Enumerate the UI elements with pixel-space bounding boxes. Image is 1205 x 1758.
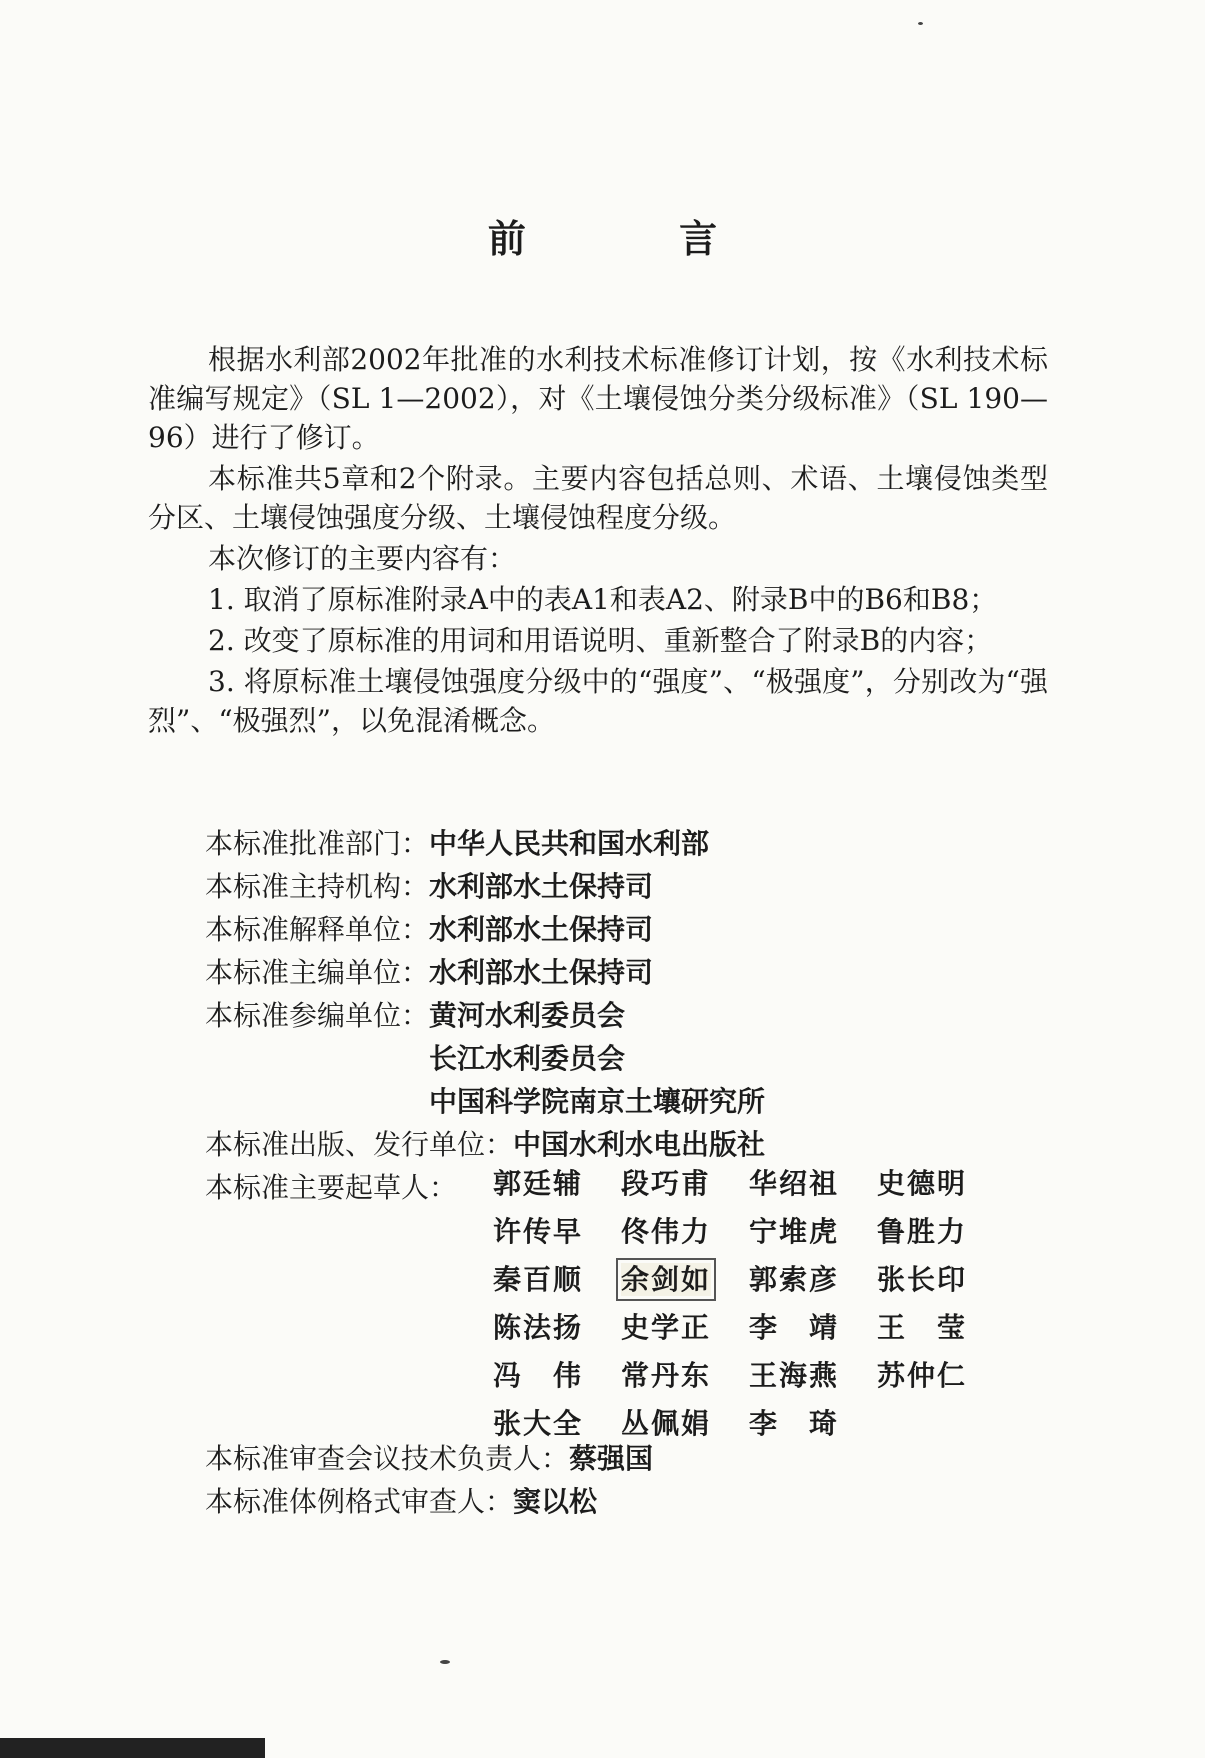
credit-label: 本标准主要起草人： bbox=[205, 1170, 458, 1204]
drafter-name: 王 莹 bbox=[877, 1311, 968, 1344]
drafter-name: 李 琦 bbox=[749, 1407, 840, 1440]
drafter-name: 史德明 bbox=[877, 1167, 968, 1200]
drafters-row bbox=[493, 1350, 1005, 1398]
preface-body bbox=[148, 340, 1048, 740]
credit-value: 水利部水土保持司 bbox=[429, 955, 654, 989]
credit-label: 本标准主编单位： bbox=[205, 955, 430, 989]
drafter-name: 王海燕 bbox=[749, 1359, 840, 1392]
highlight-box: 余剑如 bbox=[621, 1263, 712, 1296]
drafter-name: 史学正 bbox=[621, 1311, 712, 1344]
paragraph: 3. 将原标准土壤侵蚀强度分级中的“强度”、“极强度”，分别改为“强烈”、“极强烈”，以免混淆概念。 bbox=[148, 665, 1048, 737]
credit-row-host bbox=[205, 863, 1085, 906]
drafter-name: 苏仲仁 bbox=[877, 1359, 968, 1392]
drafter-name: 丛佩娟 bbox=[621, 1407, 712, 1440]
drafter-name: 许传早 bbox=[493, 1215, 584, 1248]
paragraph: 根据水利部2002年批准的水利技术标准修订计划，按《水利技术标准编写规定》（SL 1—2002），对《土壤侵蚀分类分级标准》（SL 190—96）进行了修订。 bbox=[148, 343, 1048, 454]
drafters-row bbox=[493, 1206, 1005, 1254]
credit-row-review-tech bbox=[205, 1435, 1085, 1478]
paragraph: 本标准共5章和2个附录。主要内容包括总则、术语、土壤侵蚀类型分区、土壤侵蚀强度分级、土壤侵蚀程度分级。 bbox=[148, 462, 1048, 534]
credit-value: 长江水利委员会 bbox=[429, 1041, 626, 1075]
credit-label: 本标准体例格式审查人： bbox=[205, 1484, 514, 1518]
drafter-name: 张大全 bbox=[493, 1407, 584, 1440]
drafter-name-highlighted bbox=[621, 1258, 749, 1298]
drafter-name: 郭索彦 bbox=[749, 1263, 840, 1296]
paragraph: 1. 取消了原标准附录A中的表A1和表A2、附录B中的B6和B8； bbox=[208, 583, 998, 616]
drafter-name: 陈法扬 bbox=[493, 1311, 584, 1344]
drafter-name: 华绍祖 bbox=[749, 1167, 840, 1200]
drafters-row bbox=[493, 1302, 1005, 1350]
credit-label: 本标准出版、发行单位： bbox=[205, 1127, 514, 1161]
credit-row-participants-cont bbox=[205, 1078, 1085, 1121]
credit-value: 中国科学院南京土壤研究所 bbox=[429, 1084, 766, 1118]
credit-label: 本标准审查会议技术负责人： bbox=[205, 1441, 570, 1475]
review-block bbox=[205, 1435, 1085, 1521]
page-title: 前 言 bbox=[487, 216, 788, 261]
credit-value: 水利部水土保持司 bbox=[429, 869, 654, 903]
scan-edge-mark bbox=[0, 1738, 265, 1758]
credit-label: 本标准批准部门： bbox=[205, 826, 430, 860]
paragraph: 2. 改变了原标准的用词和用语说明、重新整合了附录B的内容； bbox=[208, 624, 993, 657]
credit-value: 中华人民共和国水利部 bbox=[429, 826, 710, 860]
credit-value: 蔡强国 bbox=[569, 1441, 654, 1475]
credit-label: 本标准参编单位： bbox=[205, 998, 430, 1032]
credit-value: 窦以松 bbox=[513, 1484, 598, 1518]
drafters-row bbox=[493, 1254, 1005, 1302]
scan-speck bbox=[918, 22, 923, 25]
credit-row-participants-cont bbox=[205, 1035, 1085, 1078]
drafters-grid bbox=[493, 1158, 1005, 1446]
drafters-row bbox=[493, 1158, 1005, 1206]
credits-block bbox=[205, 820, 1085, 1207]
credit-label: 本标准解释单位： bbox=[205, 912, 430, 946]
drafter-name: 李 靖 bbox=[749, 1311, 840, 1344]
scan-speck bbox=[440, 1660, 450, 1664]
credit-row-chief bbox=[205, 949, 1085, 992]
drafter-name: 冯 伟 bbox=[493, 1359, 584, 1392]
drafter-name: 鲁胜力 bbox=[877, 1215, 968, 1248]
drafter-name: 秦百顺 bbox=[493, 1263, 584, 1296]
credit-row-approval bbox=[205, 820, 1085, 863]
credit-value: 中国水利水电出版社 bbox=[513, 1127, 766, 1161]
drafter-name: 段巧甫 bbox=[621, 1167, 712, 1200]
credit-row-participants bbox=[205, 992, 1085, 1035]
drafter-name: 宁堆虎 bbox=[749, 1215, 840, 1248]
drafter-name: 常丹东 bbox=[621, 1359, 712, 1392]
credit-label: 本标准主持机构： bbox=[205, 869, 430, 903]
credit-row-format-review bbox=[205, 1478, 1085, 1521]
drafter-name: 郭廷辅 bbox=[493, 1167, 584, 1200]
credit-value: 黄河水利委员会 bbox=[429, 998, 626, 1032]
credit-row-interpret bbox=[205, 906, 1085, 949]
credit-value: 水利部水土保持司 bbox=[429, 912, 654, 946]
drafter-name: 张长印 bbox=[877, 1263, 968, 1296]
drafter-name: 佟伟力 bbox=[621, 1215, 712, 1248]
paragraph: 本次修订的主要内容有： bbox=[208, 542, 517, 575]
